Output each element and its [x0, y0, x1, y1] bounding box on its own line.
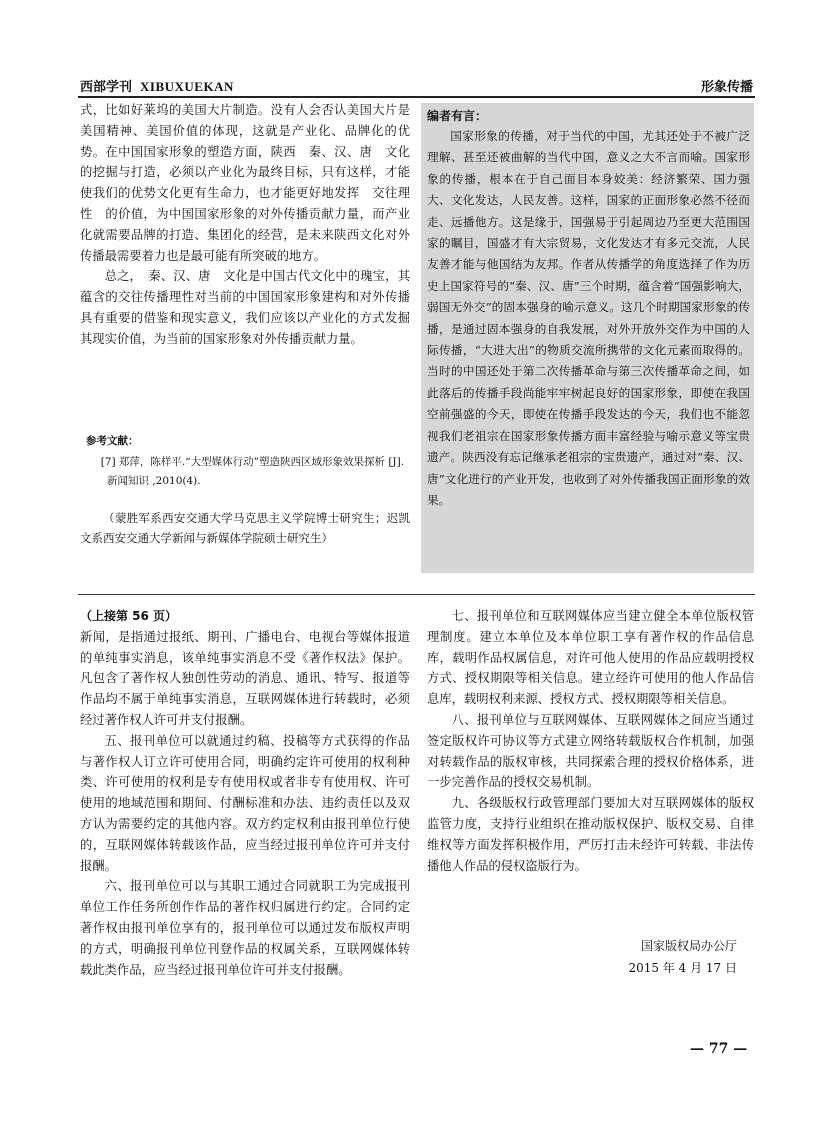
paragraph: 式，比如好莱坞的美国大片制造。没有人会否认美国大片是美国精神、美国价值的体现，这就是产业化、品牌化的优势。在中国国家形象的塑造方面，陕西 秦、汉、唐 文化的挖掘与打造，必须以产业化为最终目标，只有这样，才能使我们的优势文化更有生命力，也才能更好地发挥 交往理性 的价值，为中国国家形象的对外传播贡献力量，而产业化就需要品牌的打造、集团化的经营，是未来陕西文化对外传播最需要着力也是最可能有所突破的地方。: [80, 103, 410, 263]
notice-left-column: [80, 606, 410, 980]
notice-right-column: [427, 606, 754, 876]
references: [86, 432, 408, 491]
section-title: 形象传播: [700, 80, 753, 95]
signature-org: 国家版权局办公厅: [640, 939, 737, 953]
editor-note-title: 编者有言：: [427, 109, 488, 123]
paragraph: 国家形象的传播，对于当代的中国，尤其还处于不被广泛理解、甚至还被曲解的当代中国，意义之大不言而喻。国家形象的传播，根本在于自己面目本身姣美：经济繁荣、国力强大、文化发达，人民友善。这样，国家的正面形象必然不径而走、远播他方。这是缘于，国强易于引起周边乃至更大范围国家的瞩目，国盛才有大宗贸易，文化发达才有多元交流，人民友善才能与他国结为友邦。作者从传播学的角度选择了作为历史上国家符号的“秦、汉、唐”三个时期，蕴含着“国强影响大，弱国无外交”的固本强身的喻示意义。这几个时期国家形象的传播，是通过固本强身的自我发展，对外开放外交作为中国的人际传播，“大进大出”的物质交流所携带的文化元素而取得的。当时的中国还处于第二次传播革命与第三次传播革命之间，如此落后的传播手段尚能牢牢树起良好的国家形象，即使在我国空前强盛的今天，即使在传播手段发达的今天，我们也不能忽视我们老祖宗在国家形象传播方面丰富经验与喻示意义等宝贵遗产。陕西没有忘记继承老祖宗的宝贵遗产，通过对“秦、汉、唐”文化进行的产业开发，也收到了对外传播我国正面形象的效果。: [427, 129, 750, 507]
journal-title-en: XIBUXUEKAN: [140, 79, 234, 94]
page-number: — 77 —: [690, 1041, 748, 1057]
references-title: 参考文献：: [86, 435, 139, 447]
journal-title: [80, 76, 234, 95]
paragraph: 新闻，是指通过报纸、期刊、广播电台、电视台等媒体报道的单纯事实消息，该单纯事实消息不受《著作权法》保护。凡包含了著作权人独创性劳动的消息、通讯、特写、报道等作品均不属于单纯事实消息，互联网媒体进行转载时，必须经过著作权人许可并支付报酬。: [80, 629, 410, 727]
paragraph: 七、报刊单位和互联网媒体应当建立健全本单位版权管理制度。建立本单位及本单位职工享有著作权的作品信息库，载明作品权属信息，对许可他人使用的作品应载明授权方式、授权期限等相关信息。建立经许可使用的他人作品信息库，载明权利来源、授权方式、授权期限等相关信息。: [427, 609, 754, 707]
section-divider: [78, 594, 755, 595]
continued-label: （上接第 56 页）: [80, 609, 178, 623]
paragraph: 六、报刊单位可以与其职工通过合同就职工为完成报刊单位工作任务所创作作品的著作权归属进行约定。合同约定著作权由报刊单位享有的，报刊单位可以通过发布版权声明的方式，明确报刊单位刊登作品的权属关系，互联网媒体转载此类作品，应当经过报刊单位许可并支付报酬。: [80, 879, 410, 977]
reference-item: [7] 郑萍，陈样平.“大型媒体行动”塑造陕西区域形象效果探析 [J]. 新闻知识 ,2010(4).: [100, 456, 405, 487]
signature-date: 2015 年 4 月 17 日: [628, 961, 737, 975]
paragraph: 总之， 秦、汉、唐 文化是中国古代文化中的瑰宝，其蕴含的交往传播理性对当前的中国国家形象建构和对外传播具有重要的借鉴和现实意义，我们应该以产业化的方式发掘其现实价值，为当前的国家形象对外传播贡献力量。: [80, 269, 410, 346]
journal-title-cn: 西部学刊: [80, 80, 133, 95]
paragraph: 五、报刊单位可以就通过约稿、投稿等方式获得的作品与著作权人订立许可使用合同，明确约定许可使用的权利种类、许可使用的权利是专有使用权或者非专有使用权、许可使用的地域范围和期间、付酬标准和办法、违约责任以及双方认为需要约定的其他内容。双方约定权利由报刊单位行使的，互联网媒体转载该作品，应当经过报刊单位许可并支付报酬。: [80, 733, 410, 873]
header-rule: [78, 96, 755, 98]
editor-note-body: [427, 126, 750, 511]
author-note-text: （蒙胜军系西安交通大学马克思主义学院博士研究生；迟凯文系西安交通大学新闻与新媒体学院硕士研究生）: [80, 511, 410, 545]
author-note: [80, 508, 410, 548]
paragraph: 八、报刊单位与互联网媒体、互联网媒体之间应当通过签定版权许可协议等方式建立网络转载版权合作机制，加强对转载作品的版权审核，共同探索合理的授权价格体系，进一步完善作品的授权交易机制。: [427, 712, 754, 790]
article-ending: [80, 100, 410, 350]
paragraph: 九、各级版权行政管理部门要加大对互联网媒体的版权监管力度，支持行业组织在推动版权保护、版权交易、自律维权等方面发挥积极作用，严厉打击未经许可转载、非法传播他人作品的侵权盗版行为。: [427, 796, 754, 873]
